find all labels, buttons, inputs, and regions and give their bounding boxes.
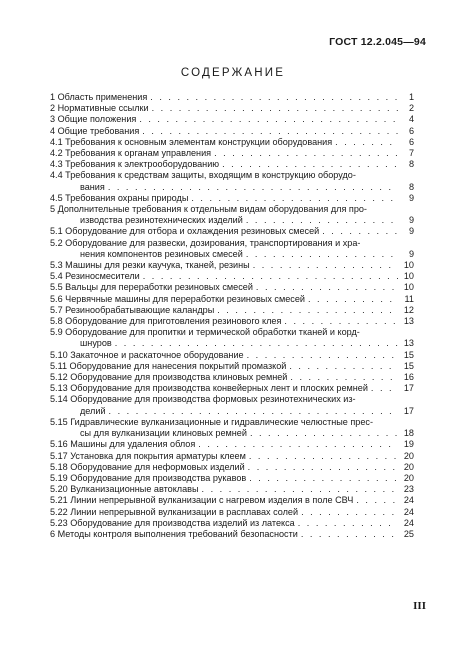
dot-leader: [253, 282, 398, 293]
dot-leader: [298, 507, 398, 518]
dot-leader: [247, 428, 398, 439]
toc-entry: [50, 372, 414, 383]
toc-entry: [50, 484, 414, 495]
dot-leader: [243, 249, 398, 260]
toc-entry: [50, 439, 414, 450]
toc-entry-page: 24: [403, 495, 414, 506]
toc-entry: [50, 282, 414, 293]
toc-entry-page: 9: [408, 226, 414, 237]
toc-entry: [50, 394, 414, 416]
toc-entry-page: 13: [403, 316, 414, 327]
toc-entry-page: 8: [408, 159, 414, 170]
toc-entry-page: 15: [403, 360, 414, 371]
toc-entry-page: 20: [403, 450, 414, 461]
dot-leader: [295, 518, 398, 529]
toc-entry-title: 5.12 Оборудование для производства клиновых ремней: [50, 372, 288, 383]
toc-entry-title: 5.13 Оборудование для производства конвейерных лент и плоских ремней: [50, 383, 368, 394]
toc-entry: [50, 204, 414, 226]
toc-entry-page: 15: [403, 349, 414, 360]
toc-entry: [50, 316, 414, 327]
toc-entry-title: 5.21 Линии непрерывной вулканизации с нагревом изделия в поле СВЧ: [50, 495, 354, 506]
toc-entry: [50, 226, 414, 237]
dot-leader: [250, 260, 398, 271]
toc-entry-title: 5 Дополнительные требования к отдельным видам оборудования для про-: [50, 204, 367, 215]
toc-entry-title: 5.6 Червячные машины для переработки резиновых смесей: [50, 293, 305, 304]
toc-entry: [50, 451, 414, 462]
toc-entry-title: 5.16 Машины для удаления облоя: [50, 439, 196, 450]
toc-entry-title: 5.2 Оборудование для развески, дозирования, транспортирования и хра-: [50, 237, 361, 248]
toc-entry-page: 10: [403, 271, 414, 282]
dot-leader: [319, 226, 398, 237]
toc-entry-title: 4.3 Требования к электрооборудованию: [50, 159, 220, 170]
dot-leader: [211, 148, 398, 159]
toc-entry-page: 8: [408, 181, 414, 192]
toc-entry-page: 20: [403, 461, 414, 472]
toc-entry: [50, 518, 414, 529]
toc-entry-title: нения компонентов резиновых смесей: [80, 248, 243, 259]
toc-entry-page: 10: [403, 260, 414, 271]
toc-entry-title: 5.15 Гидравлические вулканизационные и гидравлические челюстные прес-: [50, 416, 373, 427]
toc-entry-page: 20: [403, 472, 414, 483]
toc-entry-page: 9: [408, 248, 414, 259]
dot-leader: [353, 495, 398, 506]
dot-leader: [287, 372, 398, 383]
toc-entry-page: 18: [403, 428, 414, 439]
toc-entry-title: 5.17 Установка для покрытия арматуры клеем: [50, 450, 246, 461]
toc-entry: [50, 238, 414, 260]
dot-leader: [244, 350, 398, 361]
toc-entry: [50, 193, 414, 204]
toc-entry-page: 12: [403, 304, 414, 315]
toc-entry-title: 5.11 Оборудование для нанесения покрытий промазкой: [50, 360, 287, 371]
dot-leader: [246, 451, 398, 462]
toc-entry-title: 5.7 Резинообрабатывающие каландры: [50, 304, 215, 315]
toc-entry-title: 5.3 Машины для резки каучука, тканей, резины: [50, 260, 250, 271]
toc-entry: [50, 170, 414, 192]
toc-entry: [50, 260, 414, 271]
toc-entry: [50, 92, 414, 103]
toc-entry-title: 5.8 Оборудование для приготовления резинового клея: [50, 316, 282, 327]
dot-leader: [136, 114, 398, 125]
toc-entry-title: 5.18 Оборудование для неформовых изделий: [50, 461, 245, 472]
toc-entry: [50, 114, 414, 125]
toc-entry-page: 6: [408, 125, 414, 136]
toc-entry-page: 25: [403, 528, 414, 539]
dot-leader: [214, 305, 398, 316]
toc-entry: [50, 473, 414, 484]
toc-entry-title: шнуров: [80, 338, 112, 349]
dot-leader: [245, 462, 398, 473]
dot-leader: [298, 529, 398, 540]
dot-leader: [106, 406, 398, 417]
toc-entry-title: 5.10 Закаточное и раскаточное оборудование: [50, 349, 244, 360]
toc-entry-title: вания: [80, 181, 105, 192]
toc-entry-title: 5.23 Оборудование для производства изделий из латекса: [50, 517, 295, 528]
toc-entry-page: 4: [408, 114, 414, 125]
dot-leader: [368, 383, 398, 394]
toc-entry: [50, 103, 414, 114]
toc-entry-page: 2: [408, 103, 414, 114]
toc-entry-title: изводства резинотехнических изделий: [80, 215, 243, 226]
dot-leader: [188, 193, 398, 204]
dot-leader: [286, 361, 398, 372]
dot-leader: [219, 159, 398, 170]
toc-entry-page: 23: [403, 484, 414, 495]
toc-entry: [50, 294, 414, 305]
toc-entry: [50, 350, 414, 361]
dot-leader: [332, 137, 398, 148]
toc-entry-title: 5.9 Оборудование для пропитки и термической обработки тканей и корд-: [50, 327, 360, 338]
toc-entry-title: 4 Общие требования: [50, 125, 140, 136]
toc-entry-title: 5.22 Линии непрерывной вулканизации в расплавах солей: [50, 506, 299, 517]
toc-entry-page: 9: [408, 215, 414, 226]
toc-entry: [50, 159, 414, 170]
toc-entry-page: 17: [403, 383, 414, 394]
toc-entry-page: 17: [403, 405, 414, 416]
toc-entry: [50, 327, 414, 349]
toc-entry-page: 6: [408, 136, 414, 147]
dot-leader: [305, 294, 398, 305]
toc-entry-page: 7: [408, 148, 414, 159]
toc-entry-title: 5.19 Оборудование для производства рукавов: [50, 472, 247, 483]
table-of-contents: [50, 92, 414, 540]
toc-entry-title: 5.14 Оборудование для производства формовых резинотехнических из-: [50, 394, 356, 405]
toc-entry-page: 9: [408, 192, 414, 203]
toc-entry: [50, 495, 414, 506]
toc-entry-page: 11: [404, 293, 414, 304]
toc-entry: [50, 361, 414, 372]
dot-leader: [147, 92, 398, 103]
toc-entry-page: 19: [403, 439, 414, 450]
toc-entry: [50, 137, 414, 148]
toc-entry: [50, 462, 414, 473]
toc-entry-title: 5.20 Вулканизационные автоклавы: [50, 484, 199, 495]
toc-entry-page: 16: [403, 372, 414, 383]
toc-entry-title: 4.4 Требования к средствам защиты, входящим в конструкцию оборудо-: [50, 170, 356, 181]
dot-leader: [105, 182, 398, 193]
toc-entry-page: 24: [403, 517, 414, 528]
dot-leader: [281, 316, 398, 327]
toc-entry: [50, 529, 414, 540]
dot-leader: [139, 126, 398, 137]
page-title: СОДЕРЖАНИЕ: [180, 67, 286, 79]
toc-entry-title: 3 Общие положения: [50, 114, 137, 125]
toc-entry: [50, 126, 414, 137]
toc-entry-title: 6 Методы контроля выполнения требований безопасности: [50, 528, 298, 539]
dot-leader: [140, 271, 398, 282]
dot-leader: [246, 473, 398, 484]
toc-entry-page: 1: [408, 92, 414, 102]
toc-entry: [50, 507, 414, 518]
dot-leader: [112, 338, 398, 349]
document-code: ГОСТ 12.2.045—94: [329, 36, 426, 48]
toc-entry-page: 24: [403, 506, 414, 517]
toc-entry: [50, 148, 414, 159]
toc-entry: [50, 271, 414, 282]
dot-leader: [149, 103, 398, 114]
toc-entry-title: 4.5 Требования охраны природы: [50, 192, 189, 203]
page-number: III: [413, 600, 426, 612]
toc-entry-title: делий: [80, 405, 106, 416]
toc-entry-title: 5.1 Оборудование для отбора и охлаждения резиновых смесей: [50, 226, 320, 237]
toc-entry-title: 5.5 Вальцы для переработки резиновых смесей: [50, 282, 253, 293]
toc-entry: [50, 305, 414, 316]
toc-entry-title: 1 Область применения: [50, 92, 148, 102]
toc-entry-title: 4.1 Требования к основным элементам конструкции оборудования: [50, 136, 333, 147]
toc-entry-title: 5.4 Резиносмесители: [50, 271, 140, 282]
toc-entry: [50, 417, 414, 439]
dot-leader: [243, 215, 398, 226]
toc-entry-page: 10: [403, 282, 414, 293]
dot-leader: [195, 439, 398, 450]
toc-entry-title: сы для вулканизации клиновых ремней: [80, 428, 247, 439]
toc-entry-title: 4.2 Требования к органам управления: [50, 148, 212, 159]
toc-entry-title: 2 Нормативные ссылки: [50, 103, 149, 114]
toc-entry-page: 13: [403, 338, 414, 349]
dot-leader: [199, 484, 398, 495]
toc-entry: [50, 383, 414, 394]
